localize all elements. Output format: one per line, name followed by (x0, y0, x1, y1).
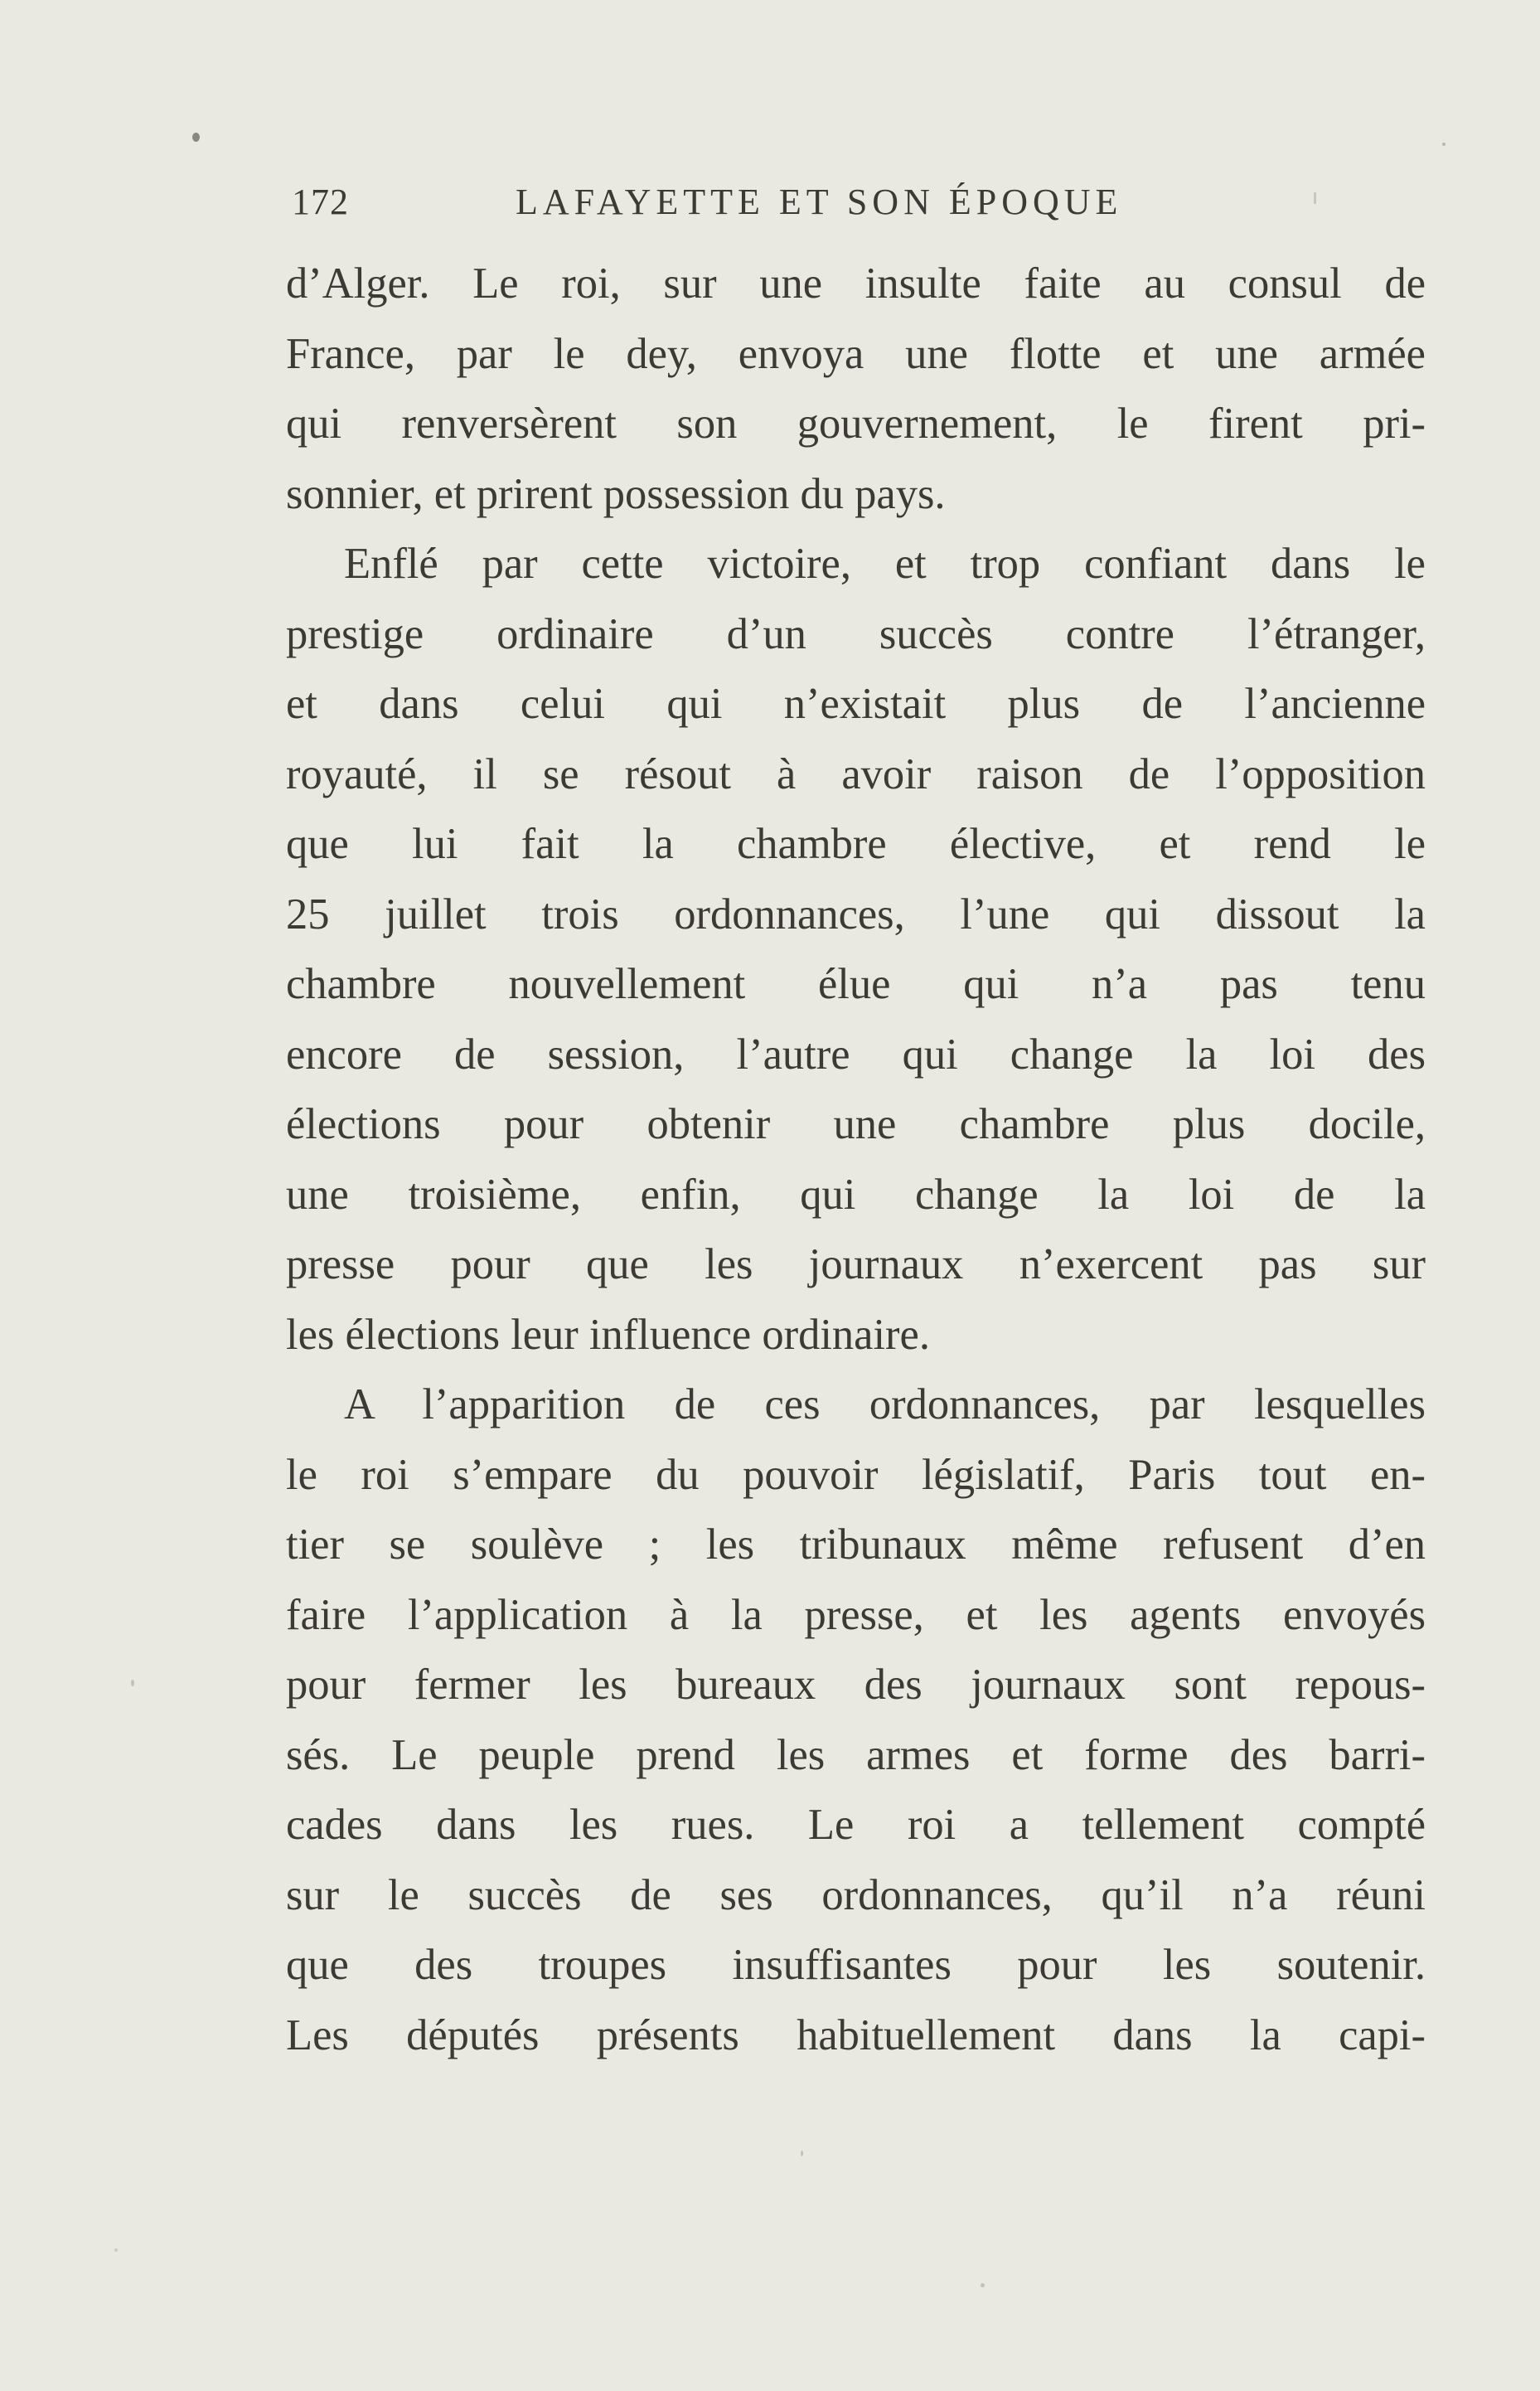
text-line: Les députés présents habituellement dans la capi- (286, 2010, 1426, 2059)
ink-speck (131, 1680, 134, 1686)
text-line: tier se soulève ; les tribunaux même refusent d’en (286, 1520, 1426, 1569)
text-line: encore de session, l’autre qui change la loi des (286, 1030, 1426, 1079)
text-line: sur le succès de ses ordonnances, qu’il n’a réuni (286, 1870, 1426, 1919)
running-title: LAFAYETTE ET SON ÉPOQUE (516, 182, 1123, 222)
text-line: élections pour obtenir une chambre plus docile, (286, 1100, 1426, 1148)
paragraph (286, 529, 1426, 1370)
text-line: royauté, il se résout à avoir raison de l’opposition (286, 749, 1426, 798)
text-line: une troisième, enfin, qui change la loi de la (286, 1170, 1426, 1219)
text-line: sonnier, et prirent possession du pays. (286, 469, 946, 518)
running-header (292, 181, 1419, 239)
text-line: que des troupes insuffisantes pour les soutenir. (286, 1941, 1426, 1989)
text-line: le roi s’empare du pouvoir législatif, Paris tout en- (286, 1450, 1426, 1499)
text-line: chambre nouvellement élue qui n’a pas tenu (286, 960, 1426, 1008)
text-line: sés. Le peuple prend les armes et forme des barri- (286, 1730, 1426, 1779)
text-line: faire l’application à la presse, et les agents envoyés (286, 1590, 1426, 1639)
text-line: d’Alger. Le roi, sur une insulte faite au consul de (286, 259, 1426, 308)
text-line: qui renversèrent son gouvernement, le firent pri- (286, 400, 1426, 448)
page-number: 172 (292, 182, 349, 222)
text-line: France, par le dey, envoya une flotte et une armée (286, 329, 1426, 378)
ink-speck (801, 2151, 803, 2156)
paragraph (286, 249, 1426, 529)
text-line: 25 juillet trois ordonnances, l’une qui dissout la (286, 890, 1426, 938)
body-text (286, 249, 1426, 2070)
text-line: presse pour que les journaux n’exercent pas sur (286, 1240, 1426, 1288)
text-line: et dans celui qui n’existait plus de l’ancienne (286, 680, 1426, 728)
text-line: les élections leur influence ordinaire. (286, 1310, 930, 1359)
ink-speck (981, 2283, 985, 2287)
paragraph (286, 1370, 1426, 2070)
text-line: cades dans les rues. Le roi a tellement compté (286, 1801, 1426, 1849)
ink-speck (114, 2248, 118, 2252)
text-line: que lui fait la chambre élective, et rend le (286, 820, 1426, 868)
text-line: A l’apparition de ces ordonnances, par lesquelles (344, 1380, 1426, 1428)
text-line: pour fermer les bureaux des journaux sont repous- (286, 1661, 1426, 1709)
ink-speck (1442, 143, 1446, 146)
text-line: Enflé par cette victoire, et trop confiant dans le (344, 540, 1426, 588)
text-line: prestige ordinaire d’un succès contre l’étranger, (286, 609, 1426, 658)
ink-speck (192, 133, 200, 142)
